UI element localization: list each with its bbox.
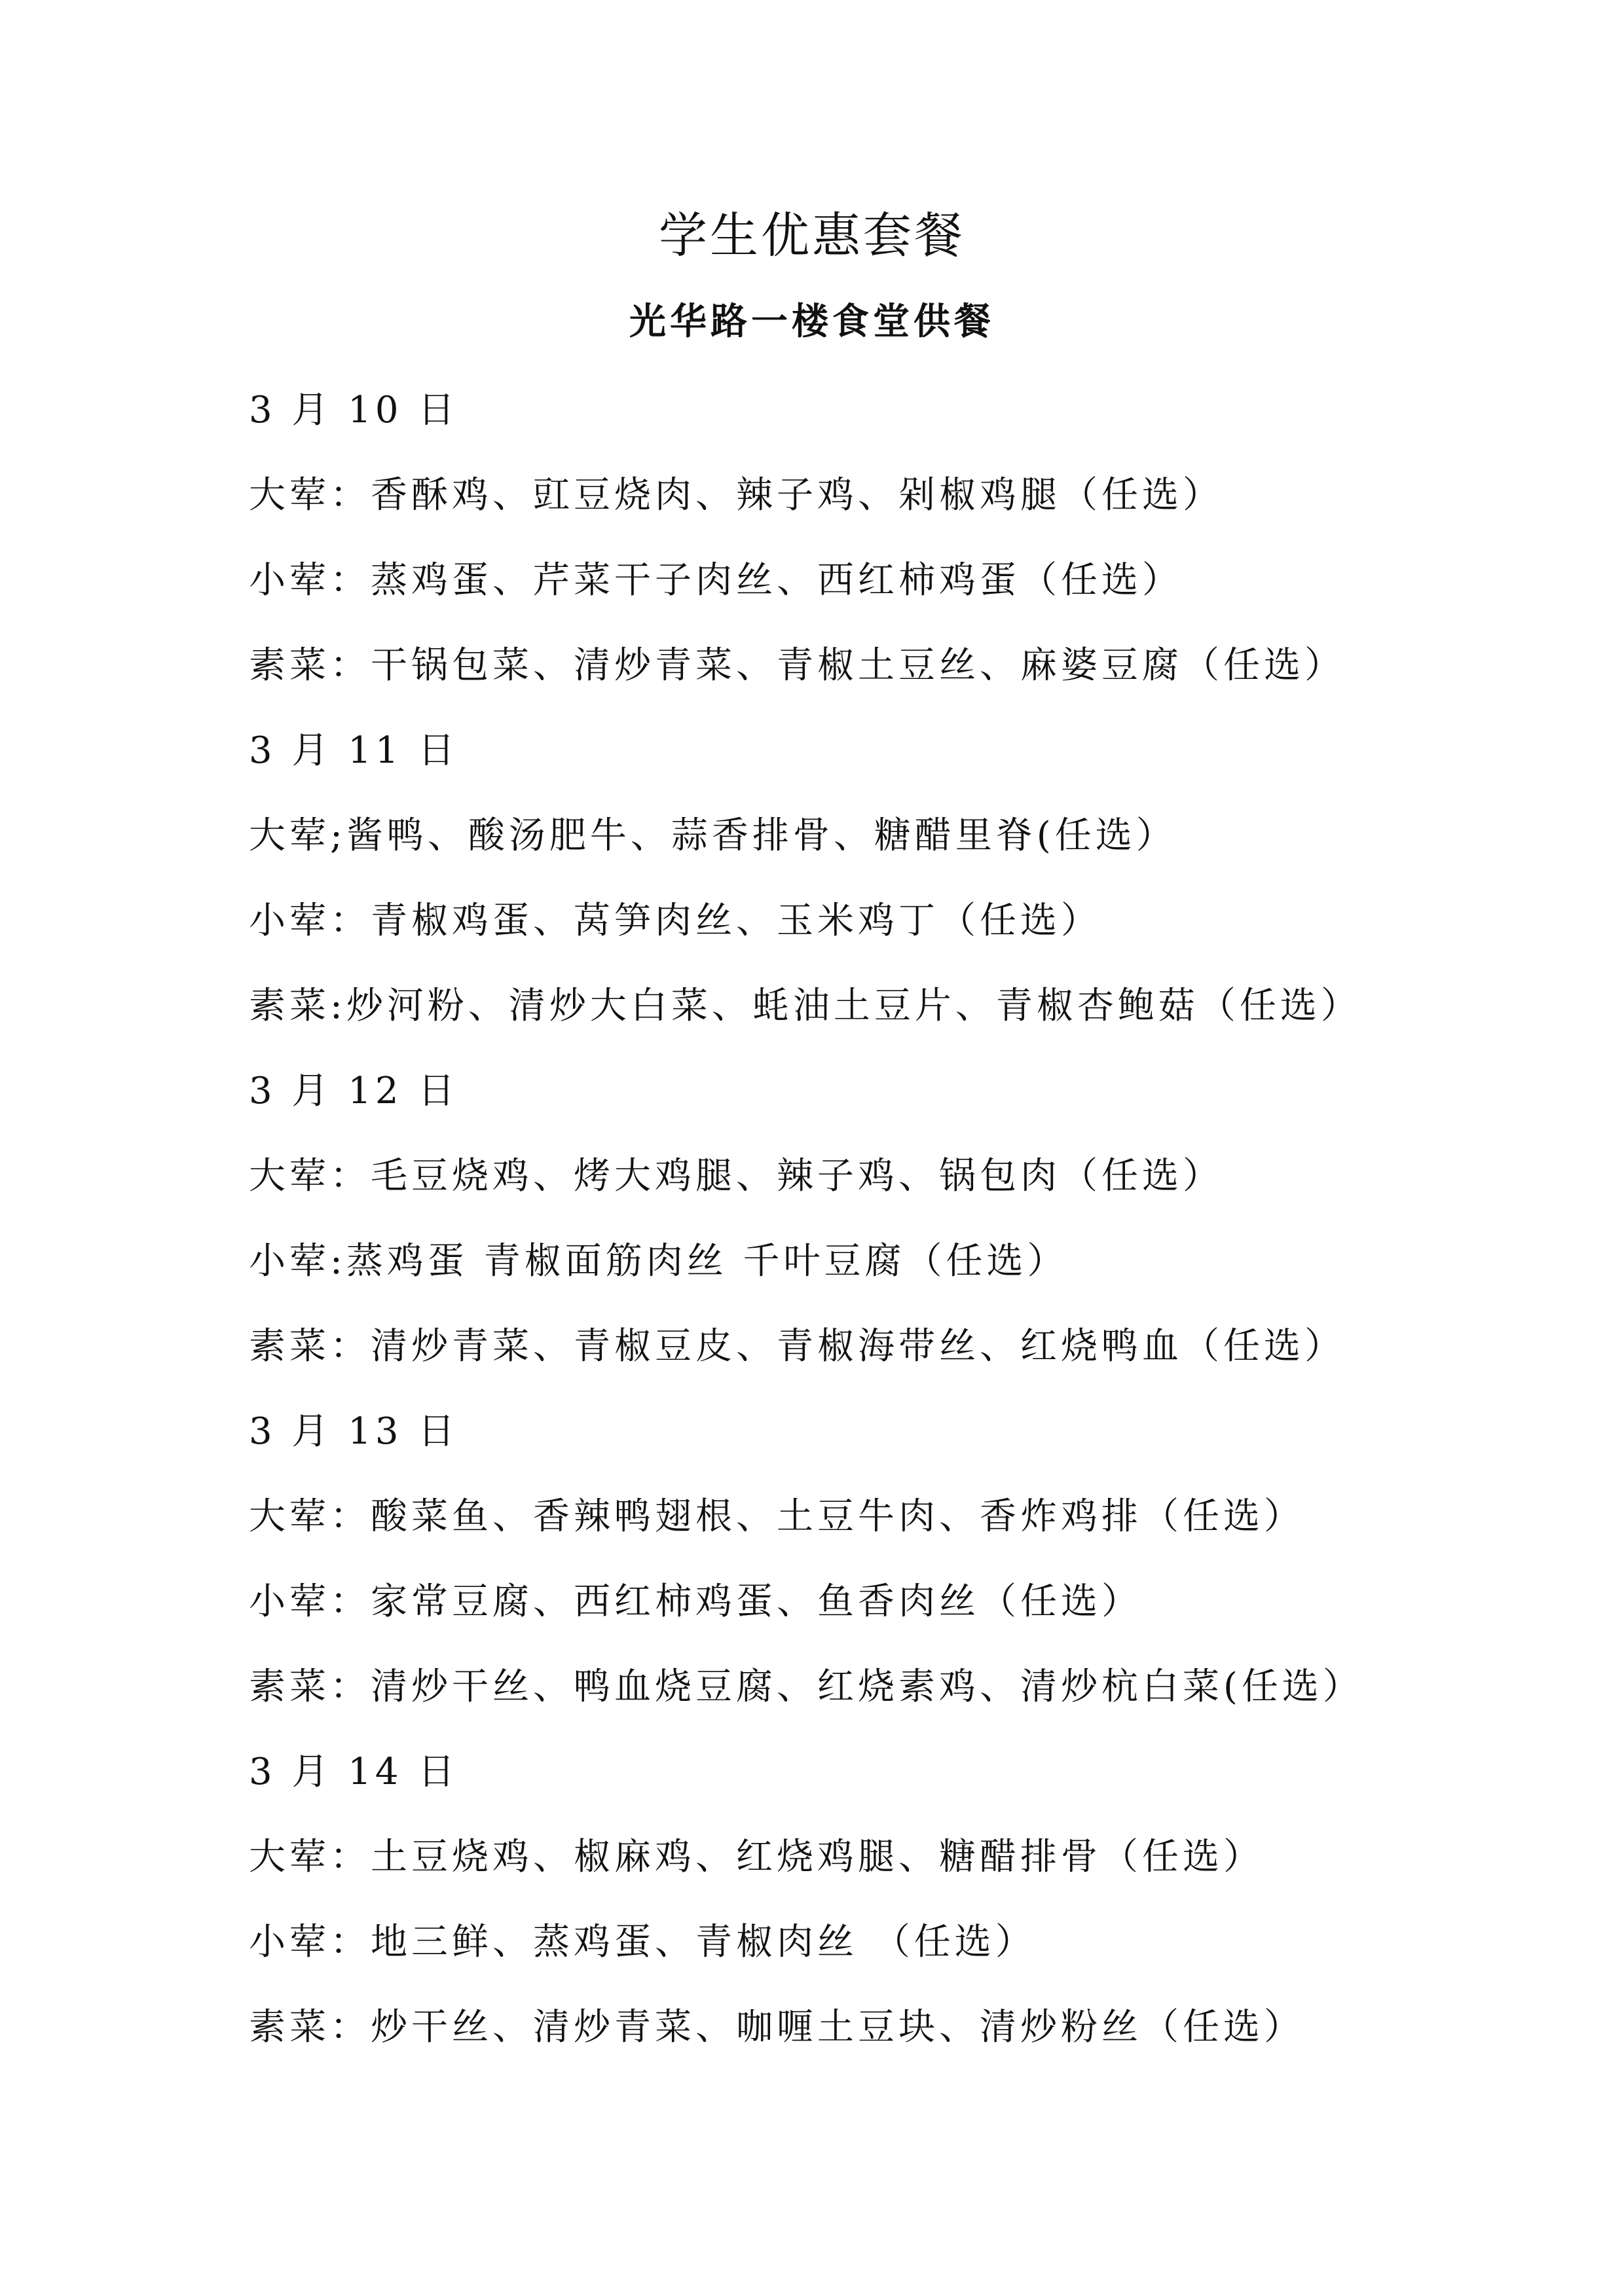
day-block-0311 [249, 721, 1401, 1062]
day-block-0310 [249, 381, 1401, 721]
small-meat-dishes: 小荤：家常豆腐、西红柿鸡蛋、鱼香肉丝（任选） [249, 1580, 1142, 1623]
day-date: 3 月 11 日 [249, 729, 459, 772]
day-date: 3 月 12 日 [249, 1070, 459, 1112]
vegetable-dishes: 素菜：干锅包菜、清炒青菜、青椒土豆丝、麻婆豆腐（任选） [249, 644, 1345, 687]
page-title: 学生优惠套餐 [659, 208, 965, 264]
big-meat-dishes: 大荤：香酥鸡、豇豆烧肉、辣子鸡、剁椒鸡腿（任选） [249, 474, 1223, 517]
vegetable-dishes: 素菜：清炒青菜、青椒豆皮、青椒海带丝、红烧鸭血（任选） [249, 1325, 1345, 1368]
day-block-0313 [249, 1402, 1401, 1743]
small-meat-dishes: 小荤:蒸鸡蛋 青椒面筋肉丝 千叶豆腐（任选） [249, 1240, 1068, 1283]
page-subtitle: 光华路一楼食堂供餐 [629, 301, 995, 343]
day-block-0314 [249, 1743, 1401, 2083]
menu-list [249, 381, 1401, 2083]
small-meat-dishes: 小荤：蒸鸡蛋、芹菜干子肉丝、西红柿鸡蛋（任选） [249, 559, 1183, 602]
small-meat-dishes: 小荤：青椒鸡蛋、莴笋肉丝、玉米鸡丁（任选） [249, 900, 1101, 942]
big-meat-dishes: 大荤;酱鸭、酸汤肥牛、蒜香排骨、糖醋里脊(任选） [249, 814, 1177, 857]
big-meat-dishes: 大荤：毛豆烧鸡、烤大鸡腿、辣子鸡、锅包肉（任选） [249, 1155, 1223, 1197]
day-block-0312 [249, 1062, 1401, 1402]
big-meat-dishes: 大荤：酸菜鱼、香辣鸭翅根、土豆牛肉、香炸鸡排（任选） [249, 1495, 1304, 1538]
vegetable-dishes: 素菜：清炒干丝、鸭血烧豆腐、红烧素鸡、清炒杭白菜(任选） [249, 1666, 1363, 1708]
big-meat-dishes: 大荤：土豆烧鸡、椒麻鸡、红烧鸡腿、糖醋排骨（任选） [249, 1836, 1264, 1878]
vegetable-dishes: 素菜:炒河粉、清炒大白菜、蚝油土豆片、青椒杏鲍菇（任选） [249, 985, 1361, 1027]
small-meat-dishes: 小荤：地三鲜、蒸鸡蛋、青椒肉丝 （任选） [249, 1921, 1036, 1963]
day-date: 3 月 14 日 [249, 1751, 459, 1793]
vegetable-dishes: 素菜：炒干丝、清炒青菜、咖喱土豆块、清炒粉丝（任选） [249, 2006, 1304, 2049]
day-date: 3 月 13 日 [249, 1410, 459, 1453]
day-date: 3 月 10 日 [249, 389, 459, 431]
